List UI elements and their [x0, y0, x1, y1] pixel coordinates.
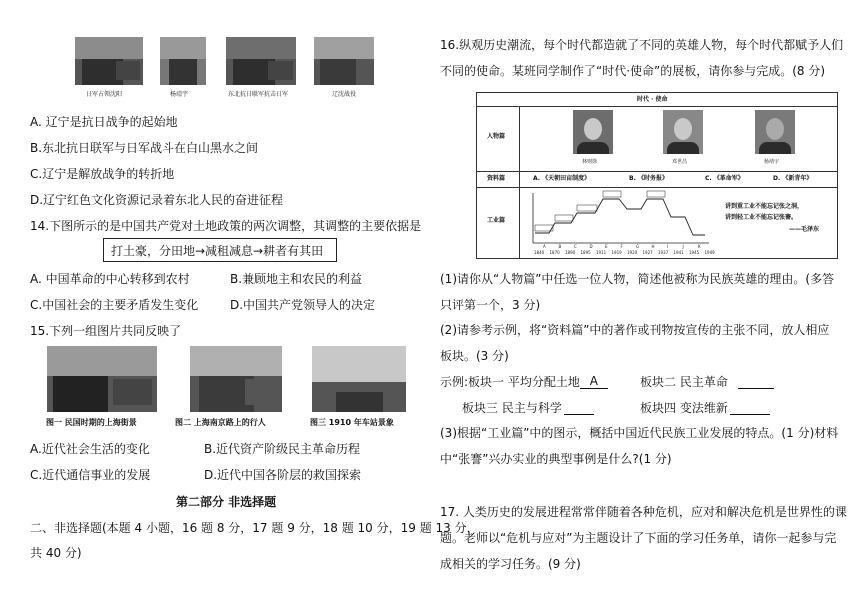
- q15-caption-2: 图二 上海南京路上的行人: [175, 418, 266, 427]
- part2-title: 第二部分 非选择题: [176, 495, 277, 509]
- chart-year-1941: 1941: [673, 250, 684, 255]
- panel-row-people: 人物篇: [487, 133, 506, 140]
- q15-option-b[interactable]: B.近代资产阶级民主革命历程: [204, 442, 361, 456]
- block4-blank[interactable]: [730, 400, 770, 415]
- q16-sub3-line1: (3)根据“工业篇”中的图示，概括中国近代民族工业发展的特点。(1 分)材料: [440, 426, 839, 440]
- chart-year-1920: 1920: [627, 250, 638, 255]
- q14-option-b[interactable]: B.兼顾地主和农民的利益: [230, 272, 363, 286]
- chart-label-K: K: [698, 244, 701, 249]
- caption-yang-jingyu: 杨靖宇: [170, 91, 189, 98]
- q16-sub2-line2: 板块。(3 分): [440, 349, 509, 363]
- block3-row: [462, 400, 594, 415]
- example-prefix: 示例:板块一 平均分配土地: [440, 375, 580, 389]
- panel-row-material: 资料篇: [487, 175, 506, 182]
- block3-blank[interactable]: [564, 400, 594, 415]
- panel-row-industry: 工业篇: [487, 217, 506, 224]
- chart-year-1890: 1890: [565, 250, 576, 255]
- chart-year-1911: 1911: [596, 250, 607, 255]
- exhibition-panel: [476, 92, 838, 259]
- photo-shenyang: [75, 37, 143, 85]
- q14-option-a[interactable]: A. 中国革命的中心转移到农村: [30, 272, 190, 286]
- chart-label-E: E: [605, 244, 608, 249]
- chart-label-G: G: [636, 244, 640, 249]
- block2-blank[interactable]: [738, 374, 774, 389]
- photo-shanghai-street: [47, 346, 157, 412]
- photo-1910-station: [312, 346, 406, 412]
- material-c: C. 《革命军》: [705, 175, 744, 182]
- people-name-1: 林则徐: [582, 159, 598, 165]
- material-a: A. 《天朝田亩制度》: [533, 175, 591, 182]
- photo-liaoshen-campaign: [314, 37, 374, 85]
- portrait-yang-jingyu: [755, 110, 795, 154]
- caption-shenyang: 日军占领沈阳: [86, 91, 123, 98]
- material-b: B. 《时务报》: [629, 175, 668, 182]
- caption-anti-japanese-army: 东北抗日联军抗击日军: [228, 91, 289, 98]
- example-row: [440, 374, 608, 389]
- q16-sub3-line2: 中“张謇”兴办实业的典型事例是什么?(1 分): [440, 452, 672, 466]
- block4-label: 板块四 变法维新: [640, 401, 728, 415]
- q15-stem: 15.下列一组图片共同反映了: [30, 324, 182, 338]
- q17-line2: 题。老师以“危机与应对”为主题设计了下面的学习任务单，请你一起参与完: [440, 531, 837, 545]
- q13-option-b[interactable]: B.东北抗日联军与日军战斗在白山黑水之间: [30, 141, 259, 155]
- q13-option-c[interactable]: C.辽宁是解放战争的转折地: [30, 167, 175, 181]
- q14-option-c[interactable]: C.中国社会的主要矛盾发生变化: [30, 298, 199, 312]
- q15-caption-1: 图一 民国时期的上海街景: [46, 418, 137, 427]
- block2-row: [640, 374, 774, 389]
- chart-label-I: I: [667, 244, 669, 249]
- photo-anti-japanese-army: [226, 37, 296, 85]
- chart-year-1895: 1895: [580, 250, 591, 255]
- quote-line1: 讲到重工业不能忘记张之洞，: [725, 203, 804, 210]
- chart-year-1927: 1927: [642, 250, 653, 255]
- chart-label-H: H: [651, 244, 655, 249]
- quote-line2: 讲到轻工业不能忘记张謇。: [725, 214, 798, 221]
- chart-year-1937: 1937: [658, 250, 669, 255]
- portrait-lin-zexu: [573, 110, 613, 154]
- industry-chart: [523, 189, 715, 257]
- q17-line1: 17. 人类历史的发展进程常常伴随着各种危机，应对和解决危机是世界性的课: [440, 505, 847, 519]
- q17-line3: 成相关的学习任务。(9 分): [440, 557, 581, 571]
- block2-label: 板块二 民主革命: [640, 375, 728, 389]
- q13-option-a[interactable]: A. 辽宁是抗日战争的起始地: [30, 115, 178, 129]
- people-name-3: 杨靖宇: [764, 159, 780, 165]
- q15-caption-3: 图三 1910 年车站景象: [310, 418, 394, 427]
- q14-flow-text: 打土豪，分田地→减租减息→耕者有其田: [111, 244, 324, 258]
- block4-row: [640, 400, 770, 415]
- q13-option-d[interactable]: D.辽宁红色文化资源记录着东北人民的奋进征程: [30, 193, 284, 207]
- caption-liaoshen: 辽沈战役: [332, 91, 357, 98]
- chart-year-1870: 1870: [549, 250, 560, 255]
- q16-sub1-line2: 只评第一个，3 分): [440, 298, 541, 312]
- photo-nanjing-road: [190, 346, 282, 412]
- q16-sub1-line1: (1)请你从“人物篇”中任选一位人物，简述他被称为民族英雄的理由。(多答: [440, 272, 835, 286]
- chart-year-1945: 1945: [689, 250, 700, 255]
- q16-sub2-line1: (2)请参考示例，将“资料篇”中的著作或刊物按宣传的主张不同，放人相应: [440, 323, 830, 337]
- chart-label-C: C: [574, 244, 577, 249]
- chart-label-A: A: [543, 244, 546, 249]
- q16-line1: 16.纵观历史潮流，每个时代都造就了不同的英雄人物，每个时代都赋予人们: [440, 38, 844, 52]
- quote-author: ——毛泽东: [789, 226, 820, 233]
- chart-label-J: J: [682, 244, 684, 249]
- q15-option-d[interactable]: D.近代中国各阶层的救国探索: [204, 468, 362, 482]
- q16-line2: 不同的使命。某班同学制作了“时代·使命”的展板，请你参与完成。(8 分): [440, 64, 826, 78]
- portrait-deng-shichang: [663, 110, 703, 154]
- block3-label: 板块三 民主与科学: [462, 401, 562, 415]
- part2-intro-line2: 共 40 分): [30, 546, 82, 560]
- chart-year-1949: 1949: [704, 250, 715, 255]
- q14-option-d[interactable]: D.中国共产党领导人的决定: [230, 298, 376, 312]
- chart-year-1919: 1919: [611, 250, 622, 255]
- part2-intro-line1: 二、非选择题(本题 4 小题，16 题 8 分，17 题 9 分，18 题 10 分，19 题 13 分，: [30, 521, 479, 535]
- material-d: D. 《新青年》: [773, 175, 813, 182]
- q15-option-a[interactable]: A.近代社会生活的变化: [30, 442, 150, 456]
- chart-label-B: B: [558, 244, 562, 249]
- people-name-2: 邓世昌: [672, 159, 688, 165]
- photo-yang-jingyu: [160, 37, 206, 85]
- chart-year-1840: 1840: [534, 250, 545, 255]
- panel-title: 时代 · 使命: [637, 96, 668, 103]
- chart-label-D: D: [589, 244, 593, 249]
- chart-label-F: F: [620, 244, 623, 249]
- q15-option-c[interactable]: C.近代通信事业的发展: [30, 468, 151, 482]
- q14-stem: 14.下图所示的是中国共产党对土地政策的两次调整，其调整的主要依据是: [30, 219, 422, 233]
- example-answer: A: [580, 374, 608, 389]
